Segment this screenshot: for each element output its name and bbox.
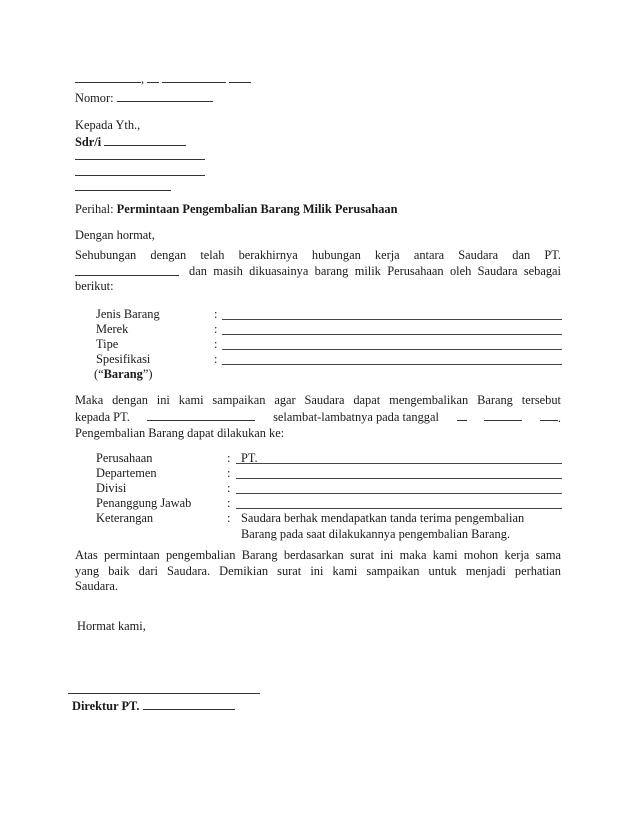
- detail-label: Perusahaan: [96, 451, 153, 465]
- detail-label: Departemen: [96, 466, 157, 480]
- barang-term: Barang: [103, 367, 143, 381]
- item-blank: [222, 349, 562, 350]
- item-label: Tipe: [96, 337, 119, 351]
- signature-title: Direktur PT.: [72, 698, 140, 713]
- kepada-label: Kepada Yth.,: [75, 118, 141, 132]
- para1-line1: Sehubungan dengan telah berakhirnya hubungan kerja antara Saudara dan PT.: [75, 248, 561, 262]
- detail-blank: [236, 478, 562, 479]
- detail-value-pt: PT.: [241, 451, 258, 465]
- item-row-merek: [96, 322, 562, 337]
- para2-deadline-text: selambat-lambatnya pada tanggal: [273, 410, 439, 425]
- item-row-spesifikasi: [96, 352, 562, 367]
- deadline-day-blank: [457, 409, 467, 422]
- nomor-label: Nomor:: [75, 90, 114, 105]
- detail-colon: :: [227, 466, 231, 480]
- perihal-label: Perihal:: [75, 202, 114, 216]
- keterangan-line1: Saudara berhak mendapatkan tanda terima pengembalian: [241, 511, 525, 525]
- keterangan-line2: Barang pada saat dilakukannya pengembalian Barang.: [241, 527, 511, 541]
- pt-name-blank: [75, 264, 179, 277]
- para2-line1: Maka dengan ini kami sampaikan agar Saudara dapat mengembalikan Barang tersebut: [75, 393, 561, 407]
- director-pt-blank: [143, 697, 235, 710]
- para3-line3: Saudara.: [75, 579, 119, 593]
- detail-colon: :: [227, 451, 231, 465]
- item-blank: [222, 364, 562, 365]
- closing: Hormat kami,: [77, 619, 146, 633]
- address-line-1: [75, 147, 205, 164]
- detail-row-penanggung-jawab: [96, 496, 562, 511]
- signature-line: [68, 693, 260, 694]
- deadline-year-blank: [540, 409, 558, 422]
- date-line: [75, 70, 251, 87]
- item-label: Spesifikasi: [96, 352, 151, 366]
- para2-line2: [75, 409, 561, 426]
- detail-blank: [236, 508, 562, 509]
- detail-colon: :: [227, 481, 231, 495]
- para1-line2-text: dan masih dikuasainya barang milik Perusahaan oleh Saudara sebagai: [189, 263, 561, 278]
- nomor-line: [75, 89, 213, 106]
- detail-row-perusahaan: [96, 451, 562, 466]
- detail-blank: [236, 493, 562, 494]
- para2-line3: Pengembalian Barang dapat dilakukan ke:: [75, 425, 285, 440]
- para1-line2: [75, 264, 561, 280]
- paragraph-2: [75, 393, 561, 441]
- barang-close: ”): [142, 367, 153, 381]
- signature-title-line: [72, 697, 235, 714]
- item-row-tipe: [96, 337, 562, 352]
- year-blank: [229, 70, 251, 83]
- barang-open: (“: [94, 367, 104, 381]
- detail-label: Keterangan: [96, 511, 154, 525]
- sdr-label: Sdr/i: [75, 134, 102, 149]
- item-blank: [222, 334, 562, 335]
- address-line-3: [75, 178, 171, 195]
- detail-colon: :: [227, 496, 231, 510]
- item-colon: :: [214, 322, 218, 336]
- paragraph-3: [75, 548, 561, 595]
- detail-label: Divisi: [96, 481, 127, 495]
- day-blank: [147, 70, 159, 83]
- detail-blank: [236, 463, 562, 464]
- item-label: Jenis Barang: [96, 307, 160, 321]
- para3-line2: yang baik dari Saudara. Demikian surat ini kami sampaikan untuk menjadi perhatian: [75, 563, 561, 578]
- perihal-subject: Permintaan Pengembalian Barang Milik Perusahaan: [116, 202, 398, 216]
- para2-period: .: [557, 410, 561, 425]
- item-blank: [222, 319, 562, 320]
- item-row-jenis: [96, 307, 562, 322]
- barang-definition: [94, 367, 153, 382]
- detail-row-departemen: [96, 466, 562, 481]
- paragraph-1: [75, 248, 561, 295]
- item-colon: :: [214, 337, 218, 351]
- month-blank: [162, 70, 226, 83]
- detail-row-divisi: [96, 481, 562, 496]
- item-colon: :: [214, 352, 218, 366]
- sdr-blank: [104, 133, 186, 146]
- greeting: Dengan hormat,: [75, 228, 155, 242]
- detail-colon: :: [227, 511, 231, 525]
- para1-line3: berikut:: [75, 279, 114, 293]
- pt-return-blank: [147, 409, 255, 422]
- place-blank: [75, 70, 141, 83]
- item-colon: :: [214, 307, 218, 321]
- item-label: Merek: [96, 322, 129, 336]
- para2-kepada: kepada PT.: [75, 410, 130, 425]
- deadline-month-blank: [484, 409, 522, 422]
- perihal-line: [75, 202, 398, 217]
- nomor-blank: [117, 89, 213, 102]
- detail-row-keterangan: [96, 511, 562, 543]
- date-comma: ,: [141, 71, 145, 86]
- para3-line1: Atas permintaan pengembalian Barang berdasarkan surat ini maka kami mohon kerja sama: [75, 548, 561, 562]
- detail-label: Penanggung Jawab: [96, 496, 192, 510]
